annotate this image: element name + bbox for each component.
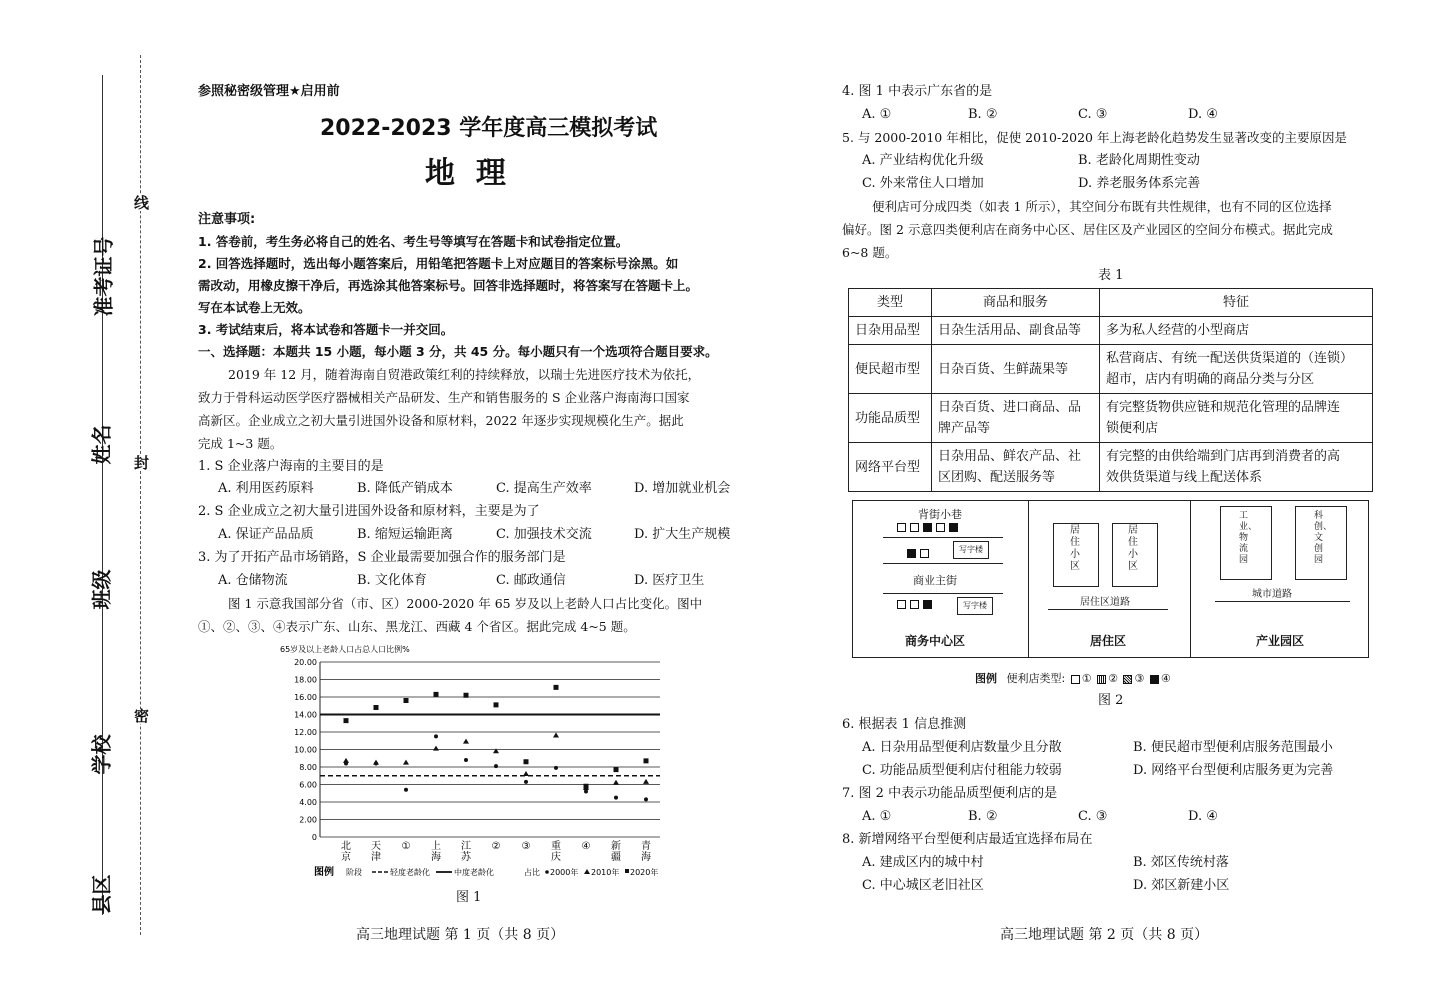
section-title: 一、选择题：本题共 15 小题，每小题 3 分，共 45 分。每小题只有一个选项符合题目要求。 [198,344,718,359]
point-2010 [403,760,409,765]
note-2b: 需改动，用橡皮擦干净后，再选涂其他答案标号。回答非选择题时，将答案写在答题卡上。 [198,278,699,293]
point-2000 [554,766,558,770]
q8-option-a: A. 建成区内的城中村 [862,855,984,870]
q4-option-c: C. ③ [1078,107,1108,122]
x-tick-label: 天 [371,841,381,852]
question-3: 3. 为了开拓产品市场销路，S 企业最需要加强合作的服务部门是 [198,550,566,565]
cell-line: 多为私人经营的小型商店 [1106,323,1250,338]
cut-mark-seal: 封 [134,454,150,472]
store-type-3-icon [1123,675,1132,684]
store-type-1-icon [910,523,919,532]
legend-label: 图例 [314,867,334,878]
q7-option-a: A. ① [862,809,892,824]
q2-option-a: A. 保证产品品质 [218,527,314,542]
point-2010 [613,780,619,785]
x-tick-label: 京 [341,852,351,863]
table-header-cell: 特征 [1100,289,1373,317]
q2-option-c: C. 加强技术交流 [496,527,592,542]
q3-option-a: A. 仓储物流 [218,573,288,588]
x-tick-label: 庆 [551,852,561,863]
table-cell-goods [932,345,1100,394]
cell-line: 有完整的由供给端到门店再到消费者的高 [1106,449,1341,464]
store-type-4-icon [923,600,932,609]
point-2020 [524,759,529,764]
x-tick-label: ④ [581,841,591,852]
table-1 [848,288,1373,492]
table-cell-goods [932,317,1100,345]
city-road-label: 城市道路 [1252,589,1292,600]
store-row [895,523,960,532]
y-tick-label: 16.00 [294,693,317,702]
y-tick-label: 6.00 [299,780,317,790]
q1-option-c: C. 提高生产效率 [496,481,592,496]
point-2000 [524,780,528,784]
store-type-2-icon [910,600,919,609]
store-type-4-icon [923,523,932,532]
field-line [102,75,103,915]
question-1: 1. S 企业落户海南的主要目的是 [198,459,384,474]
table-header-cell: 商品和服务 [932,289,1100,317]
legend-type-3: ③ [1134,672,1145,685]
legend-2020: 2020年 [630,868,659,877]
y-tick-label: 10.00 [294,745,317,755]
table-cell-feature [1100,443,1373,492]
q8-option-c: C. 中心城区老旧社区 [862,878,984,893]
note-2: 2. 回答选择题时，选出每小题答案后，用铅笔把答题卡上对应题目的答案标号涂黑。如 [198,256,679,271]
table-cell-goods [932,394,1100,443]
x-tick-label: 苏 [461,852,471,863]
point-2000 [494,764,498,768]
passage-2-line-1: 图 1 示意我国部分省（市、区）2000-2020 年 65 岁及以上老龄人口占比变化。图中 [228,596,703,611]
point-2020 [404,698,409,703]
cell-line: 日杂用品、鲜农产品、社 [938,449,1082,464]
store-type-2-icon [920,549,929,558]
point-2000 [404,788,408,792]
y-tick-label: 18.00 [294,675,317,685]
table-cell-goods [932,443,1100,492]
q5-option-b: B. 老龄化周期性变动 [1078,153,1200,168]
x-tick-label: 北 [341,841,351,852]
point-2010 [433,746,439,751]
cell-line: 日杂百货、进口商品、品 [938,400,1082,415]
passage-3-line-3: 6~8 题。 [842,245,898,260]
q4-option-a: A. ① [862,107,892,122]
point-2020 [644,758,649,763]
store-type-1-icon [1071,675,1080,684]
table-cell-feature [1100,394,1373,443]
x-tick-label: 新 [611,841,621,852]
cut-mark-line: 线 [134,194,150,212]
table-row [849,317,1373,345]
subject-title: 地 理 [425,156,506,191]
point-2010 [493,748,499,753]
table-cell-type: 功能品质型 [849,394,932,443]
x-tick-label: 津 [371,852,381,863]
legend-type-2: ② [1108,672,1118,685]
panel-industrial-title: 产业园区 [1256,634,1305,648]
table-cell-feature [1100,345,1373,394]
residential-zone-label: 居住小区 [1128,525,1138,572]
panel-industrial [1190,501,1368,657]
q6-option-a: A. 日杂用品型便利店数量少且分散 [862,740,1062,755]
q5-option-a: A. 产业结构优化升级 [862,153,984,168]
residential-road-label: 居住区道路 [1080,597,1130,608]
q1-option-a: A. 利用医药原料 [218,481,314,496]
main-street-label: 商业主街 [913,574,957,587]
store-type-2-icon [897,600,906,609]
cell-line: 效供货渠道与线上配送体系 [1106,470,1263,485]
x-tick-label: 重 [551,841,561,852]
legend-mild: 轻度老龄化 [390,868,430,877]
point-2020 [344,718,349,723]
page-2-footer: 高三地理试题 第 2 页（共 8 页） [1000,927,1209,943]
legend-2010: 2010年 [591,868,620,877]
q3-option-b: B. 文化体育 [357,573,427,588]
cut-line [140,55,141,935]
point-2010 [373,760,379,765]
road-line [883,537,1003,538]
y-tick-label: 12.00 [294,728,317,737]
y-tick-label: 14.00 [294,710,317,720]
q7-option-d: D. ④ [1188,809,1218,824]
field-county: 县区 [89,874,114,915]
point-2010 [523,771,529,776]
x-tick-label: 青 [641,841,651,852]
figure-2-legend [975,670,1171,686]
note-2c: 写在本试卷上无效。 [198,300,311,315]
table-row [849,345,1373,394]
legend-2000: 2000年 [550,868,579,877]
point-2010 [463,739,469,744]
back-street-label: 背街小巷 [918,508,962,521]
passage-1-line-1: 2019 年 12 月，随着海南自贸港政策红利的持续释放，以瑞士先进医疗技术为依托， [228,367,701,382]
field-class: 班级 [89,569,114,610]
point-2020 [614,767,619,772]
y-tick-label: 20.00 [294,658,317,667]
secret-label: 参照秘密级管理★启用前 [198,84,340,99]
cell-line: 超市，店内有明确的商品分类与分区 [1106,372,1315,387]
store-row [905,549,931,558]
cell-line: 有完整货物供应链和规范化管理的品牌连 [1106,400,1341,415]
industrial-zone-label: 科创、文创园 [1314,511,1333,565]
question-7: 7. 图 2 中表示功能品质型便利店的是 [842,786,1058,801]
q3-option-c: C. 邮政通信 [496,573,566,588]
table-cell-feature [1100,317,1373,345]
legend-stage: 阶段 [346,868,362,877]
question-5: 5. 与 2000-2010 年相比，促使 2010-2020 年上海老龄化趋势发生显著改变的主要原因是 [842,130,1347,145]
legend-type-label: 便利店类型: [1006,672,1066,685]
legend-2000-marker [545,870,549,874]
point-2000 [614,796,618,800]
figure-2-caption: 图 2 [1098,693,1124,708]
cell-line: 区团购、配送服务等 [938,470,1056,485]
figure-1-caption: 图 1 [456,890,482,905]
residential-zone-label: 居住小区 [1070,525,1080,572]
figure-1-chart [270,642,670,882]
legend-share: 占比 [524,868,540,877]
cell-line: 锁便利店 [1106,421,1159,436]
store-type-1-icon [897,523,906,532]
point-2000 [434,734,438,738]
passage-3-line-2: 偏好。图 2 示意四类便利店在商务中心区、居住区及产业园区的空间分布模式。据此完成 [842,222,1333,237]
y-tick-label: 4.00 [299,798,317,807]
exam-title: 2022-2023 学年度高三模拟考试 [320,116,658,141]
q8-option-b: B. 郊区传统村落 [1133,855,1229,870]
road-line [1215,601,1350,602]
note-1: 1. 答卷前，考生务必将自己的姓名、考生号等填写在答题卡和试卷指定位置。 [198,234,629,249]
passage-1-line-4: 完成 1~3 题。 [198,436,283,451]
office-building [953,541,989,559]
road-line [883,593,1003,594]
table-header-cell: 类型 [849,289,932,317]
legend-label: 图例 [975,672,997,685]
passage-1-line-2: 致力于骨科运动医学医疗器械相关产品研发、生产和销售服务的 S 企业落户海南海口国家 [198,390,690,405]
table-cell-type: 便民超市型 [849,345,932,394]
notice-title: 注意事项: [198,212,256,227]
cut-mark-secret: 密 [134,707,150,725]
point-2020 [434,692,439,697]
q1-option-b: B. 降低产销成本 [357,481,453,496]
industrial-zone-label: 工业、物流园 [1239,511,1258,565]
field-exam-id: 准考证号 [91,236,116,317]
point-2020 [374,705,379,710]
point-2020 [584,784,589,789]
x-tick-label: 江 [461,841,471,852]
page-1-footer: 高三地理试题 第 1 页（共 8 页） [356,927,565,943]
q3-option-d: D. 医疗卫生 [634,573,705,588]
panel-cbd [853,501,1029,657]
store-type-4-icon [907,549,916,558]
table-row [849,394,1373,443]
field-name: 姓名 [89,424,114,465]
legend-2010-marker [584,869,590,874]
store-type-1-icon [936,523,945,532]
y-tick-label: 2.00 [299,815,317,825]
x-tick-label: ① [401,841,411,852]
office-label: 写字楼 [963,601,987,610]
store-row [895,600,934,609]
store-type-4-icon [949,523,958,532]
point-2000 [644,797,648,801]
cell-line: 日杂百货、生鲜蔬果等 [938,361,1069,377]
legend-2020-marker [625,869,629,873]
panel-cbd-title: 商务中心区 [905,634,966,648]
x-tick-label: 海 [641,852,651,863]
q8-option-d: D. 郊区新建小区 [1133,878,1230,893]
table-cell-type: 网络平台型 [849,443,932,492]
q4-option-b: B. ② [968,107,998,122]
x-tick-label: ② [491,841,501,852]
point-2000 [584,790,588,794]
x-tick-label: 海 [431,852,441,863]
table-1-caption: 表 1 [1098,268,1124,283]
chart-title: 65岁及以上老龄人口占总人口比例% [280,645,410,654]
q7-option-c: C. ③ [1078,809,1108,824]
point-2000 [464,758,468,762]
binding-margin [0,0,160,1002]
point-2010 [553,733,559,738]
x-tick-label: ③ [521,841,531,852]
legend-type-1: ① [1081,672,1092,685]
office-building [957,597,993,615]
question-4: 4. 图 1 中表示广东省的是 [842,84,993,99]
cell-line: 牌产品等 [938,421,991,436]
point-2010 [343,758,349,763]
table-cell-type: 日杂用品型 [849,317,932,345]
q6-option-d: D. 网络平台型便利店服务更为完善 [1133,763,1334,778]
table-header-row [849,289,1373,317]
q1-option-d: D. 增加就业机会 [634,481,731,496]
x-tick-label: 疆 [611,852,621,863]
passage-3-line-1: 便利店可分成四类（如表 1 所示），其空间分布既有共性规律，也有不同的区位选择 [872,199,1332,214]
road-line [883,563,1003,564]
q2-option-b: B. 缩短运输距离 [357,527,453,542]
table-row [849,443,1373,492]
q5-option-d: D. 养老服务体系完善 [1078,176,1201,191]
question-2: 2. S 企业成立之初大量引进国外设备和原材料，主要是为了 [198,504,540,519]
cell-line: 日杂生活用品、副食品等 [938,323,1082,338]
q6-option-b: B. 便民超市型便利店服务范围最小 [1133,740,1333,755]
panel-residential [1028,501,1191,657]
y-tick-label: 8.00 [299,763,317,772]
q7-option-b: B. ② [968,809,998,824]
x-tick-label: 上 [431,841,441,852]
passage-1-line-3: 高新区。企业成立之初大量引进国外设备和原材料，2022 年逐步实现规模化生产。据此 [198,413,684,428]
store-type-4-icon [1150,675,1159,684]
legend-moderate: 中度老龄化 [454,868,494,877]
q4-option-d: D. ④ [1188,107,1218,122]
point-2020 [464,693,469,698]
point-2020 [494,702,499,707]
q2-option-d: D. 扩大生产规模 [634,527,731,542]
field-school: 学校 [89,734,114,775]
store-type-2-icon [1097,675,1106,684]
q5-option-c: C. 外来常住人口增加 [862,176,984,191]
legend-type-4: ④ [1160,672,1171,685]
point-2010 [643,779,649,784]
question-6: 6. 根据表 1 信息推测 [842,717,967,732]
cell-line: 私营商店、有统一配送供货渠道的（连锁） [1106,351,1354,366]
note-3: 3. 考试结束后，将本试卷和答题卡一并交回。 [198,322,454,337]
figure-2 [852,500,1369,658]
point-2020 [554,685,559,690]
panel-residential-title: 居住区 [1090,634,1127,648]
q6-option-c: C. 功能品质型便利店付租能力较弱 [862,763,1062,778]
passage-2-line-2: ①、②、③、④表示广东、山东、黑龙江、西藏 4 个省区。据此完成 4~5 题。 [198,619,636,634]
question-8: 8. 新增网络平台型便利店最适宜选择布局在 [842,832,1093,847]
office-label: 写字楼 [959,545,983,554]
y-tick-label: 0 [311,833,317,842]
